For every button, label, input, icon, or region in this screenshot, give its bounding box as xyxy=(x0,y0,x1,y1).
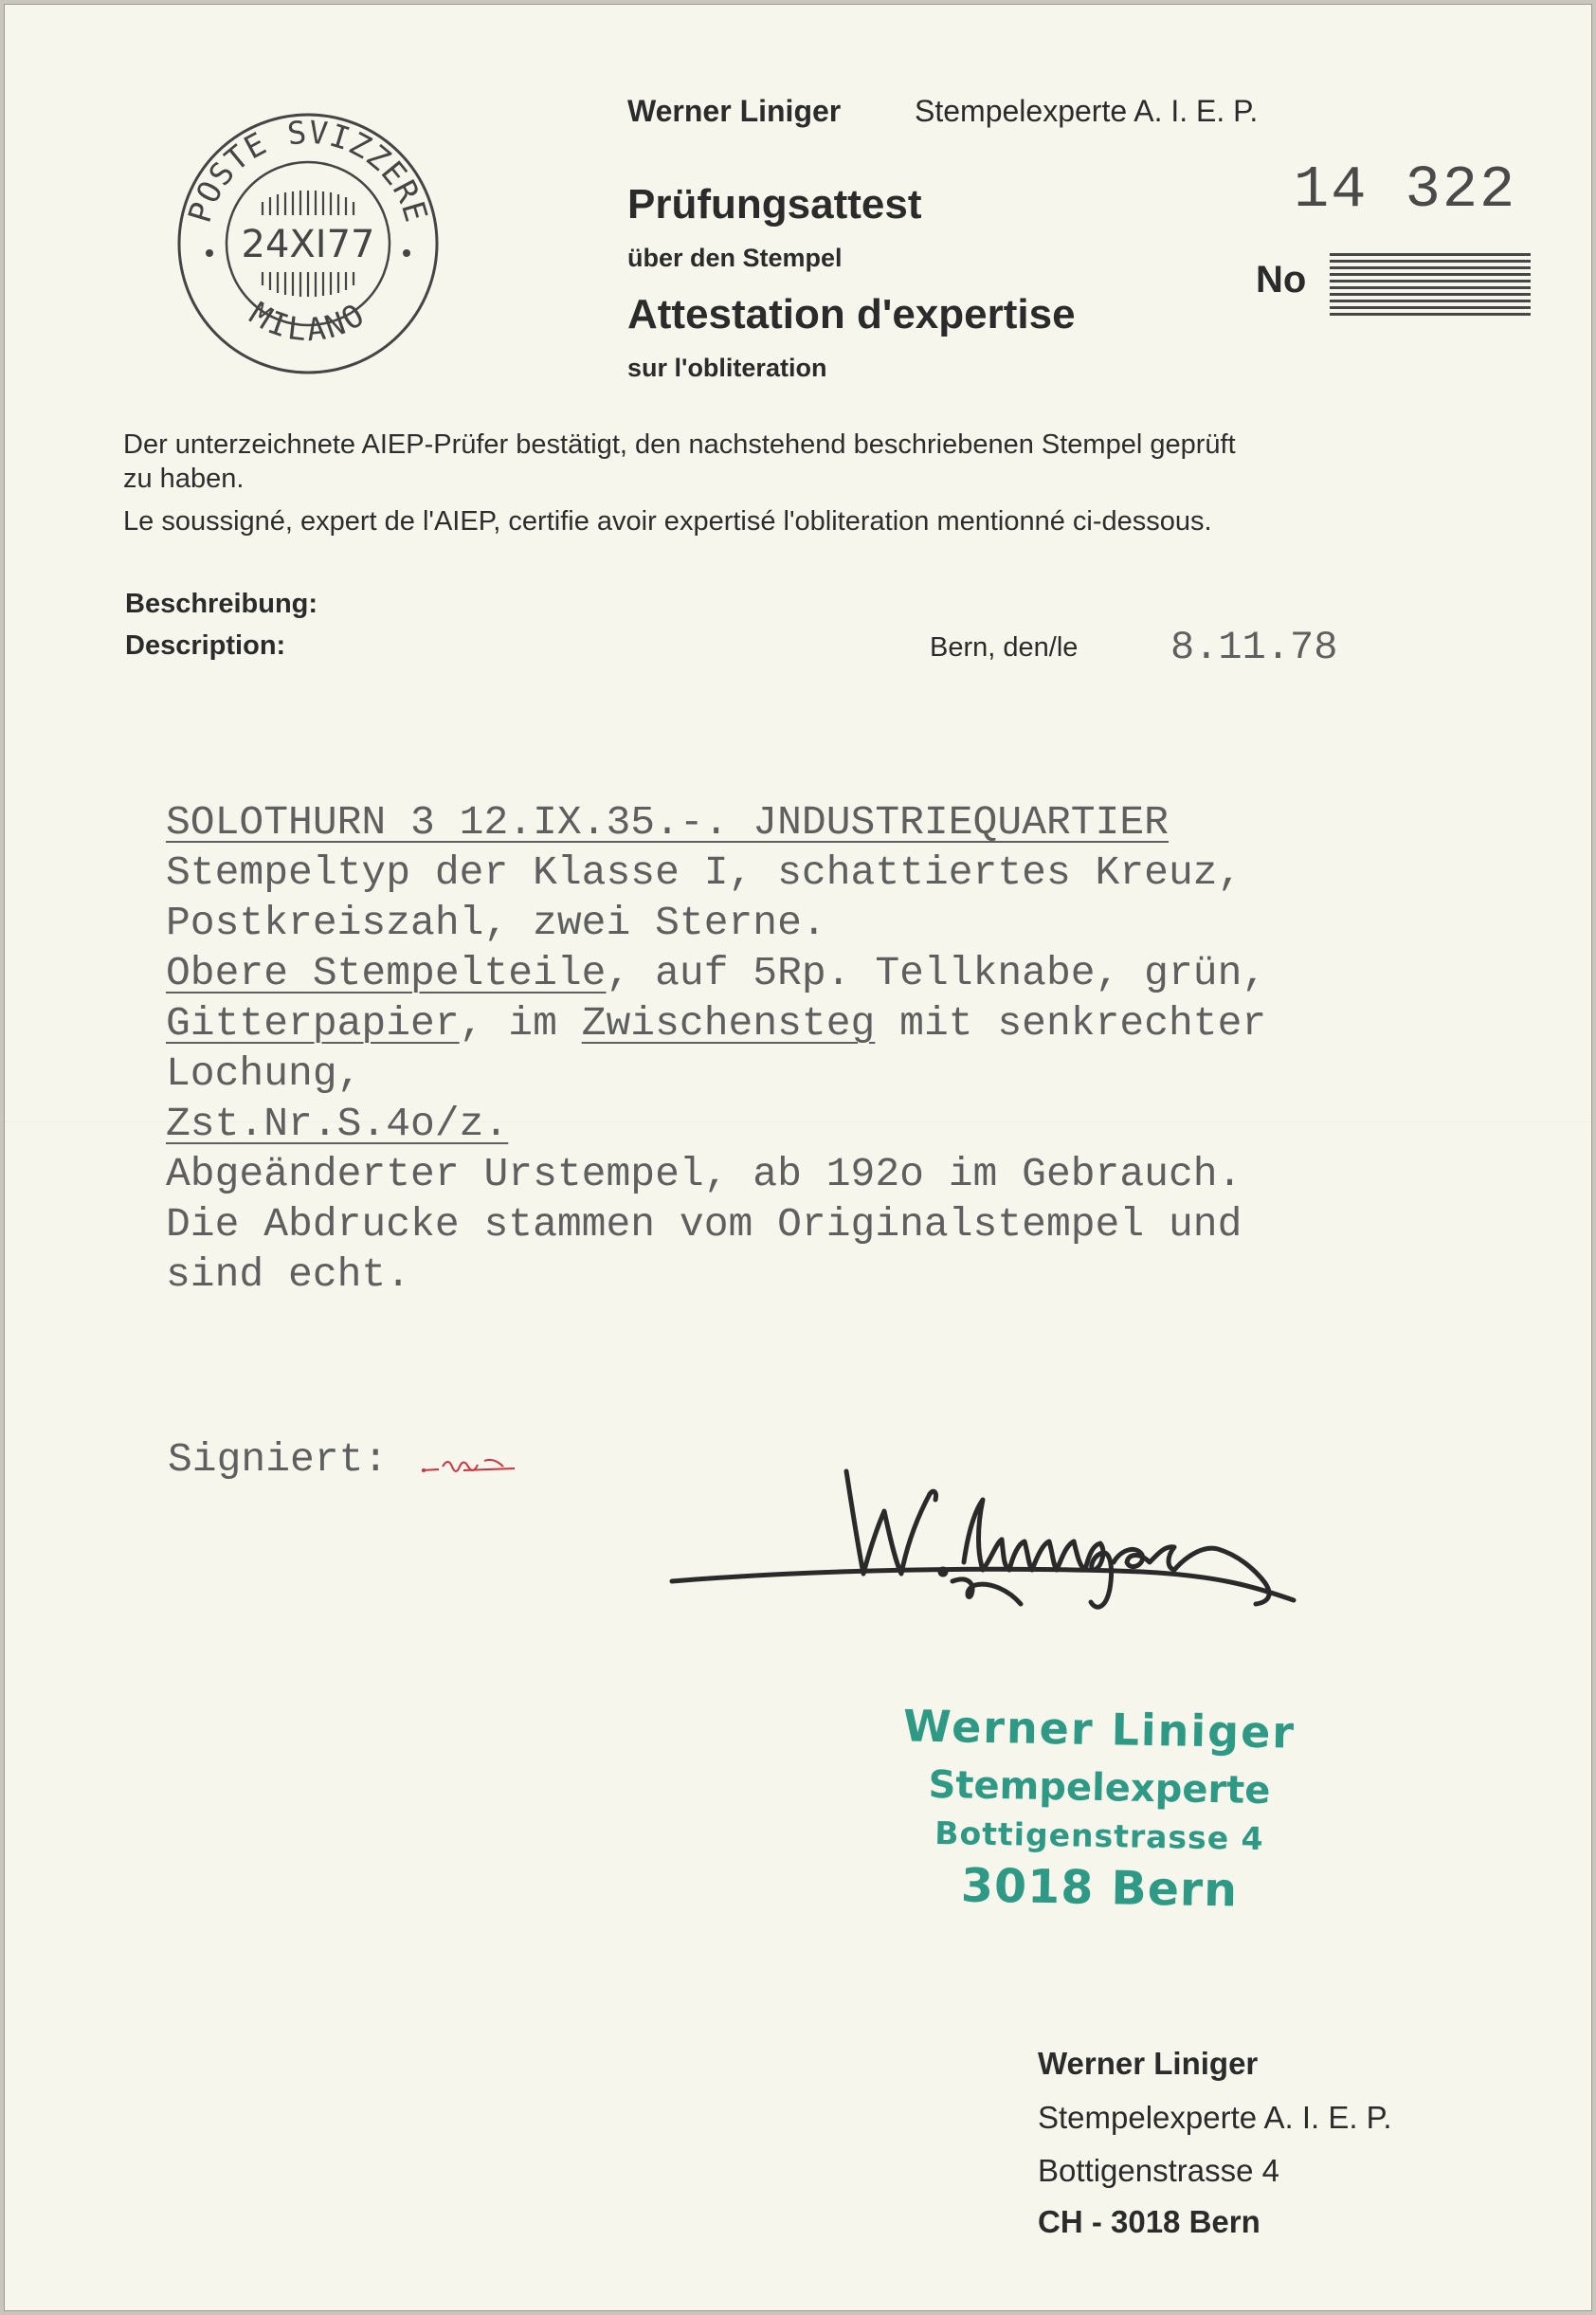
heading-de: Prüfungsattest xyxy=(627,181,922,228)
address-street: Bottigenstrasse 4 xyxy=(1038,2153,1279,2188)
typed-line-9: Die Abdrucke stammen vom Originalstempel und xyxy=(166,1201,1242,1248)
stamp-city: 3018 Bern xyxy=(960,1858,1239,1918)
description-label-de: Beschreibung: xyxy=(125,589,318,619)
intro-fr: Le soussigné, expert de l'AIEP, certifie avoir expertisé l'obliteration mentionné ci-dessous. xyxy=(123,506,1212,537)
certificate-number: 14 322 xyxy=(1294,156,1517,224)
postmark-seal xyxy=(175,111,441,376)
intro-de-line1: Der unterzeichnete AIEP-Prüfer bestätigt, den nachstehend beschriebenen Stempel geprüft xyxy=(123,429,1236,460)
expert-title: Stempelexperte A. I. E. P. xyxy=(915,94,1259,128)
intro-de-line2: zu haben. xyxy=(123,464,245,494)
seal-hatch-top xyxy=(263,191,354,215)
place-label: Bern, den/le xyxy=(930,632,1079,663)
initials-mark xyxy=(418,1453,522,1478)
seal-date: 24XI77 xyxy=(241,223,375,266)
typed-line-5: Gitterpapier, im Zwischensteg mit senkrechter xyxy=(166,1000,1267,1047)
typed-line-6: Lochung, xyxy=(166,1050,362,1097)
heading-fr: Attestation d'expertise xyxy=(627,291,1076,337)
seal-text-top: POSTE SVIZZERE xyxy=(180,113,436,228)
issue-date: 8.11.78 xyxy=(1170,625,1338,670)
seal-hatch-bottom xyxy=(263,272,354,297)
description-label-fr: Description: xyxy=(125,630,286,661)
address-title: Stempelexperte A. I. E. P. xyxy=(1038,2100,1392,2135)
typed-line-4: Obere Stempelteile, auf 5Rp. Tellknabe, grün, xyxy=(166,950,1267,996)
typed-line-3: Postkreiszahl, zwei Sterne. xyxy=(166,900,826,946)
typed-line-2: Stempeltyp der Klasse I, schattiertes Kreuz, xyxy=(166,849,1242,896)
address-name: Werner Liniger xyxy=(1038,2046,1259,2081)
seal-star-right xyxy=(403,249,410,257)
subheading-de: über den Stempel xyxy=(627,244,843,272)
typed-line-8: Abgeänderter Urstempel, ab 192o im Gebrauch. xyxy=(166,1151,1242,1197)
stamp-street: Bottigenstrasse 4 xyxy=(934,1814,1264,1858)
seal-text-bottom: MILANO xyxy=(243,294,373,349)
typed-line-1: SOLOTHURN 3 12.IX.35.-. JNDUSTRIEQUARTIER xyxy=(166,799,1169,846)
address-city: CH - 3018 Bern xyxy=(1038,2204,1260,2239)
certificate-sheet xyxy=(4,4,1592,2311)
number-label: No xyxy=(1256,259,1307,301)
typed-line-7: Zst.Nr.S.4o/z. xyxy=(166,1101,509,1147)
number-field-lines xyxy=(1330,253,1531,319)
subheading-fr: sur l'obliteration xyxy=(627,354,827,382)
stamp-name: Werner Liniger xyxy=(902,1700,1297,1759)
typed-line-10: sind echt. xyxy=(166,1251,411,1298)
expert-name: Werner Liniger xyxy=(627,94,842,128)
stamp-title: Stempelexperte xyxy=(928,1762,1271,1814)
svg-text:MILANO xyxy=(244,295,372,349)
seal-star-left xyxy=(206,249,213,257)
signed-label: Signiert: xyxy=(168,1436,389,1483)
handwritten-signature xyxy=(668,1450,1369,1631)
